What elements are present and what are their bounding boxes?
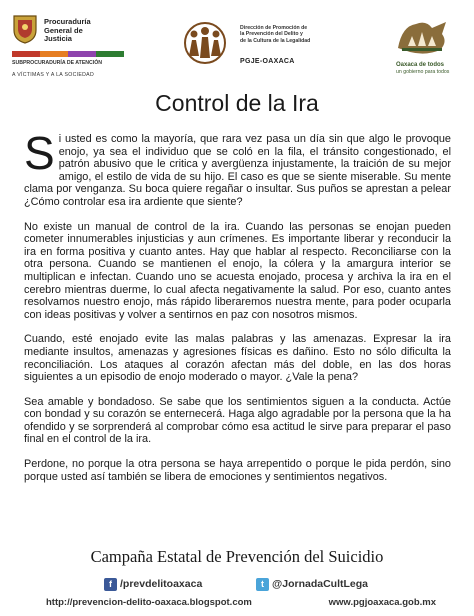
paragraph-3: Cuando, esté enojado evite las malas palabras y las amenazas. Expresar la ira mediante insultos, amenazas y agresiones físicas es dañino. Esto no sólo dificulta la reconciliación. Los ataques al corazón afectan más del doble, en las dos horas siguientes a un episodio de enojo moderado o mayor. ¿Vale la pena? bbox=[24, 333, 451, 384]
twitter-handle: @JornadaCultLega bbox=[272, 578, 369, 590]
prevention-line-3: de la Cultura de la Legalidad bbox=[240, 37, 311, 44]
facebook-icon: f bbox=[104, 578, 117, 591]
twitter-link[interactable] bbox=[256, 577, 368, 591]
oaxaca-name: Oaxaca de todos bbox=[396, 62, 445, 68]
prevention-text bbox=[240, 25, 360, 44]
pgj-subtitle: SUBPROCURADURÍA DE ATENCIÓN bbox=[12, 60, 103, 66]
footer-links bbox=[46, 597, 436, 608]
color-bar-segment bbox=[96, 51, 124, 57]
campaign-title: Campaña Estatal de Prevención del Suicidio bbox=[90, 547, 384, 566]
paragraph-1-text: i usted es como la mayoría, que rara vez pasa un día sin que algo le provoque enojo, ya sea el individuo que se coló en la fila, el tránsito congestionado, el patrón abusivo que le critica y avergüenza injustamente, la traición de su mejor amigo, el estilo de vida de su hijo. El caso es que se siente miserable. Su mente clama por venganza. Su boca quiere regañar o insultar. Sus puños se aprestan a pelear ¿Cómo controlar esa ira ardiente que siente? bbox=[24, 133, 451, 208]
prevention-line-2: la Prevención del Delito y bbox=[240, 31, 303, 38]
paragraph-4: Sea amable y bondadoso. Se sabe que los sentimientos siguen a la conducta. Actúe con bondad y su corazón se enternecerá. Haga algo agradable por la persona que la ha ofendido y se sorprenderá al comprobar cómo esa actitud le sirve para preparar el paso final en el control de la ira. bbox=[24, 395, 451, 446]
color-bar-segment bbox=[40, 51, 68, 57]
pgj-name bbox=[44, 18, 91, 44]
color-bar-segment bbox=[68, 51, 96, 57]
coat-of-arms-icon bbox=[12, 14, 38, 44]
article-body bbox=[24, 127, 451, 495]
oaxaca-tagline: un gobierno para todos bbox=[396, 69, 450, 75]
drop-cap: S bbox=[24, 127, 55, 179]
pgj-tagline: A VÍCTIMAS Y A LA SOCIEDAD bbox=[12, 72, 94, 78]
twitter-icon: t bbox=[256, 578, 269, 591]
prevention-line-1: Dirección de Promoción de bbox=[240, 25, 308, 31]
oaxaca-logo bbox=[394, 16, 470, 82]
paragraph-1 bbox=[24, 127, 451, 209]
website-link[interactable]: www.pgjoaxaca.gob.mx bbox=[328, 597, 436, 608]
pgj-line-3: Justicia bbox=[44, 34, 72, 43]
pgj-logo bbox=[10, 6, 160, 82]
prevention-logo bbox=[176, 22, 356, 78]
facebook-handle: /prevdelitoaxaca bbox=[120, 578, 203, 590]
color-bar bbox=[12, 51, 124, 57]
pgj-line-1: Procuraduría bbox=[44, 17, 91, 26]
oaxaca-emblem-icon bbox=[396, 18, 450, 56]
pgj-line-2: General de bbox=[44, 25, 83, 35]
page-title: Control de la Ira bbox=[155, 90, 319, 116]
color-bar-segment bbox=[12, 51, 40, 57]
paragraph-5: Perdone, no porque la otra persona se haya arrepentido o porque le pida perdón, sino porque usted así también se libera de emociones y sentimientos negativos. bbox=[24, 458, 451, 483]
blog-link[interactable]: http://prevencion-delito-oaxaca.blogspot.com bbox=[46, 597, 252, 608]
facebook-link[interactable] bbox=[104, 577, 202, 591]
paragraph-2: No existe un manual de control de la ira. Cuando las personas se enojan pueden cometer innumerables injusticias y aun crímenes. Es importante liberar y reconducir la ira en forma positiva y cuanto antes. Hay que hablar al respecto. Reconciliarse con la otra persona. Cuando se mantienen el enojo, la cólera y la amargura interior se multiplican e infectan. Cuando uno se acuesta enojado, procesa y archiva la ira en el cerebro mientras duerme, lo cual afecta negativamente la salud. Por eso, cuanto antes resolvamos nuestro enojo, más rápido liberaremos nuestra mente, para poder ocuparla con ideas positivas y volver a sentirnos en paz con nosotros mismos. bbox=[24, 220, 451, 321]
people-icon bbox=[176, 22, 234, 64]
pgje-oaxaca-label: PGJE-OAXACA bbox=[240, 58, 295, 65]
